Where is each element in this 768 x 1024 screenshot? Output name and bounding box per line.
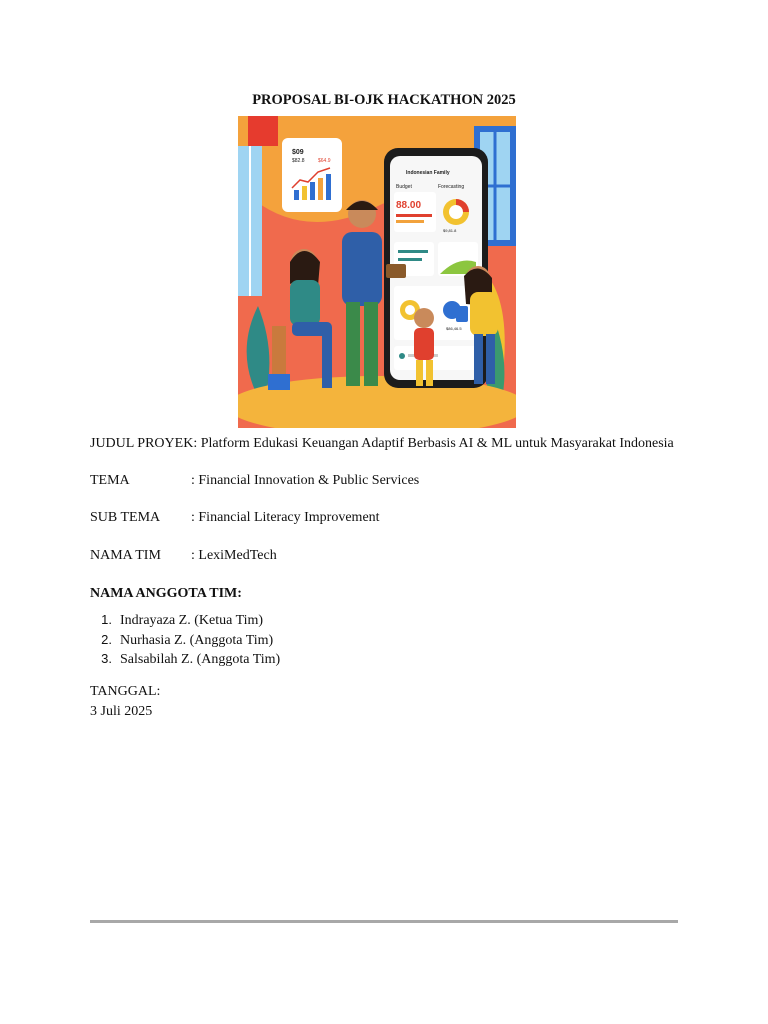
member-name: Indrayaza Z. (Ketua Tim) bbox=[120, 613, 264, 628]
list-number: 1. bbox=[101, 612, 112, 627]
svg-text:$9,81.8: $9,81.8 bbox=[443, 228, 457, 233]
theme-label: TEMA bbox=[90, 473, 130, 488]
date-label: TANGGAL: bbox=[90, 684, 161, 699]
subtheme-label: SUB TEMA bbox=[90, 510, 161, 525]
theme-value: : Financial Innovation & Public Services bbox=[191, 473, 420, 488]
curtain-shape bbox=[248, 116, 278, 146]
list-item bbox=[90, 649, 280, 669]
svg-text:Forecasting: Forecasting bbox=[438, 184, 465, 190]
project-title-row bbox=[90, 436, 674, 452]
svg-text:Budget: Budget bbox=[396, 184, 412, 190]
svg-text:$82.8: $82.8 bbox=[292, 158, 305, 164]
subtheme-row bbox=[90, 510, 380, 526]
chart-card-graphic bbox=[282, 138, 342, 212]
list-number: 3. bbox=[101, 651, 112, 666]
list-item bbox=[90, 610, 280, 630]
list-item bbox=[90, 630, 280, 650]
footer-divider bbox=[90, 920, 678, 923]
theme-row bbox=[90, 473, 419, 489]
document-title: PROPOSAL BI-OJK HACKATHON 2025 bbox=[252, 92, 516, 108]
subtheme-value: : Financial Literacy Improvement bbox=[191, 510, 380, 525]
member-name: Salsabilah Z. (Anggota Tim) bbox=[120, 652, 281, 667]
team-members-list bbox=[90, 610, 280, 669]
project-title-label: JUDUL PROYEK bbox=[90, 436, 194, 451]
team-name-value: : LexiMedTech bbox=[191, 548, 277, 563]
svg-text:$09: $09 bbox=[292, 149, 304, 156]
team-name-row bbox=[90, 548, 277, 564]
list-number: 2. bbox=[101, 631, 112, 647]
member-name: Nurhasia Z. (Anggota Tim) bbox=[120, 632, 274, 648]
svg-text:88.00: 88.00 bbox=[396, 200, 422, 211]
svg-text:$86,46.5: $86,46.5 bbox=[446, 326, 462, 331]
project-title-value: : Platform Edukasi Keuangan Adaptif Berbasis AI & ML untuk Masyarakat Indonesia bbox=[193, 436, 674, 451]
date-value: 3 Juli 2025 bbox=[90, 704, 153, 719]
team-members-heading: NAMA ANGGOTA TIM: bbox=[90, 586, 242, 601]
svg-text:Indonesian Family: Indonesian Family bbox=[406, 170, 450, 176]
svg-text:$64.9: $64.9 bbox=[318, 158, 331, 164]
team-name-label: NAMA TIM bbox=[90, 548, 161, 563]
family-finance-illustration bbox=[238, 116, 516, 428]
